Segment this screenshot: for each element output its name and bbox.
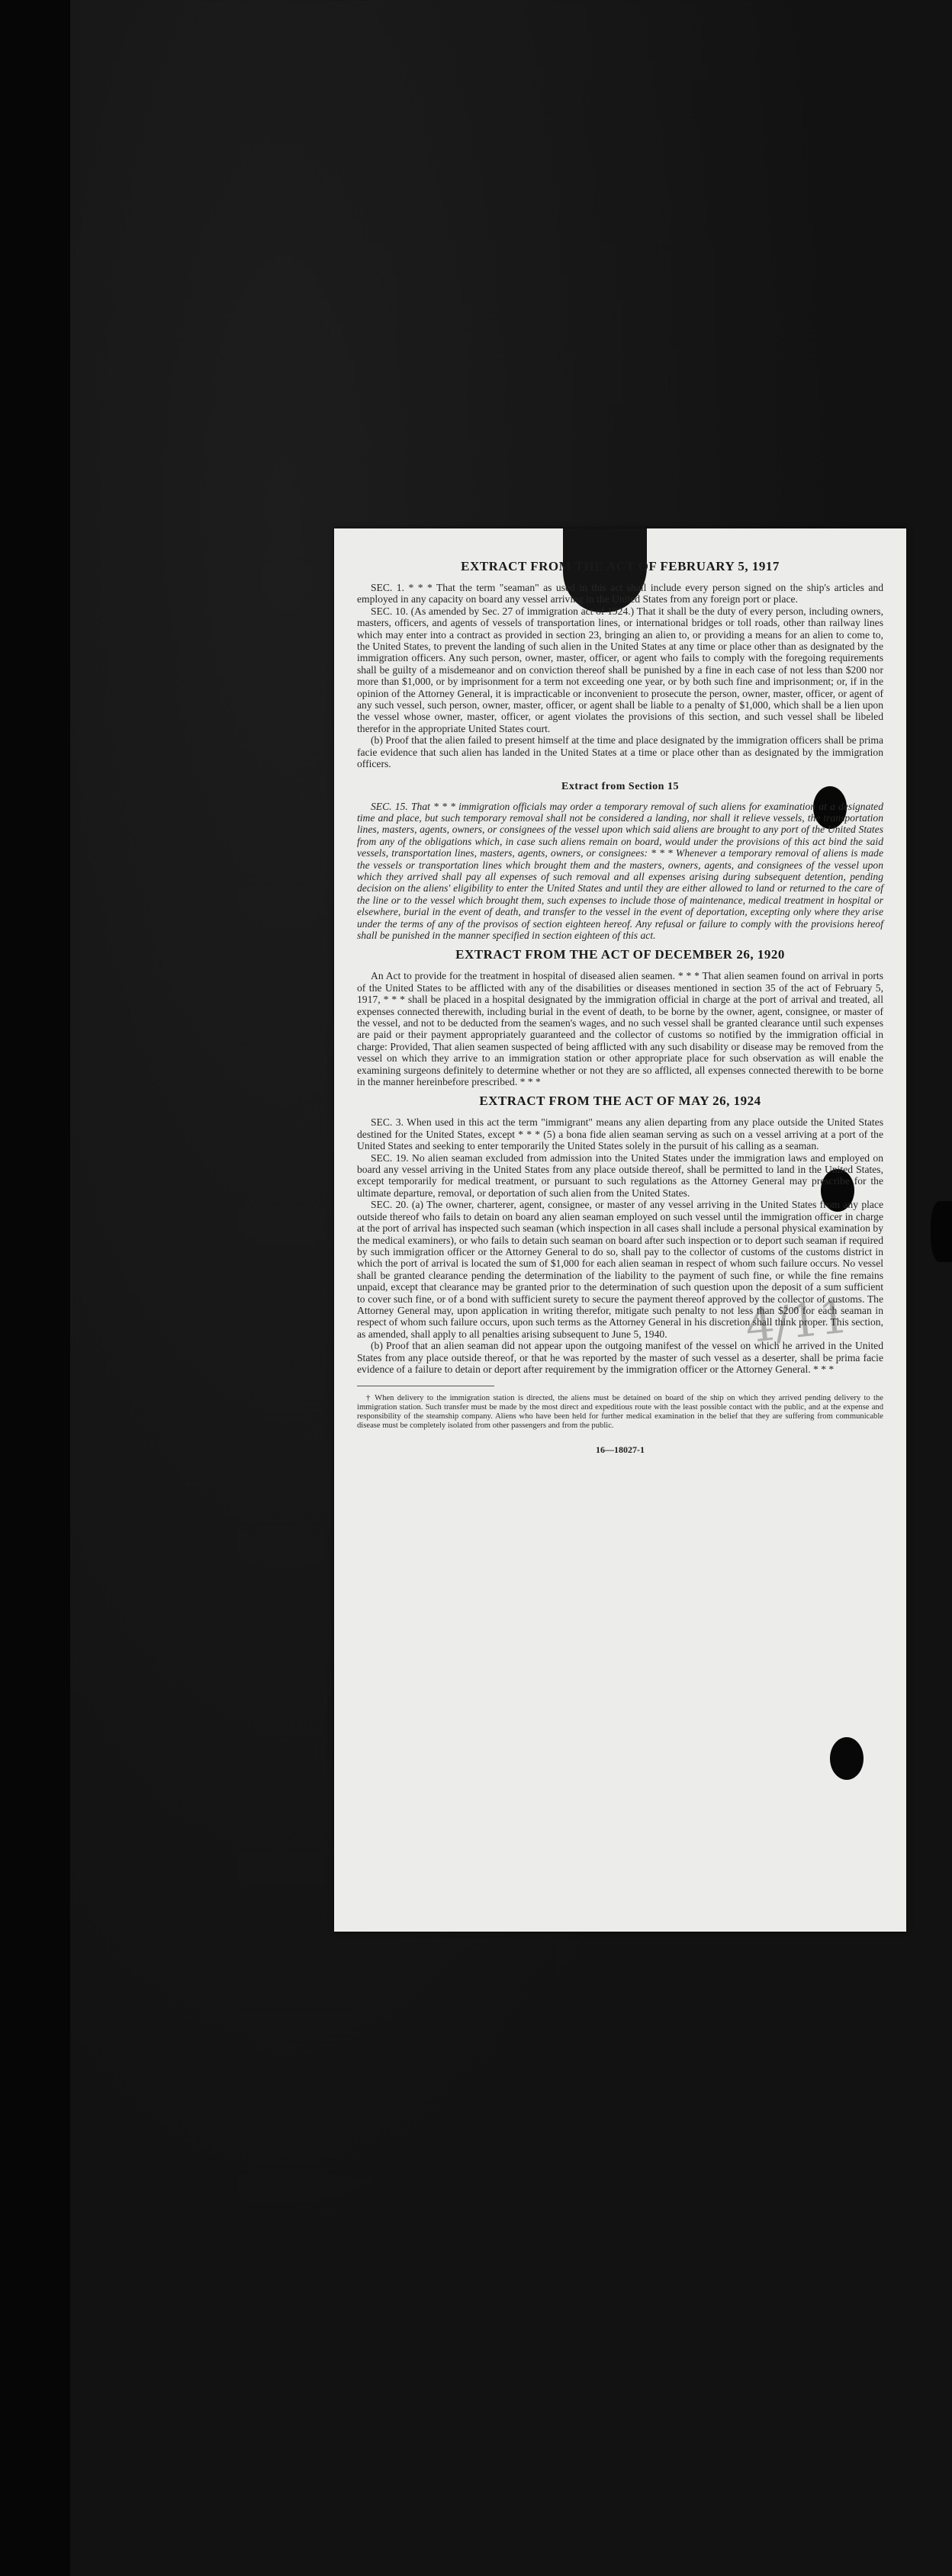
section-10: SEC. 10. (As amended by Sec. 27 of immigration act of 1924.) That it shall be the duty of every person, including owners, masters, officers, and agents of vessels of transportation lines, or international bridges or toll roads, other than railway lines which may enter into a contract as provided in section 23, bringing an alien to, or providing a means for an alien to come to, the United States, to prevent the landing of such alien in the United States at any time or place other than as designated by the immigration officers. Any such person, owner, master, officer, or agent who fails to comply with the foregoing requirements shall be guilty of a misdemeanor and on conviction thereof shall be punished by a fine in each case of not less than $200 nor more than $1,000, or by imprisonment for a term not exceeding one year, or by both such fine and imprisonment; or, if in the opinion of the Attorney General, it is impracticable or inconvenient to prosecute the person, owner, master, officer, or agent of any such vessel, such person, owner, master, officer, or agent shall be liable to a penalty of $1,000, which shall be a lien upon the vessel whose owner, master, officer, or agent violates the provisions of this section, and such vessel shall be libeled therefor in the appropriate United States court. (357, 605, 883, 734)
act-1920-text: An Act to provide for the treatment in hospital of diseased alien seamen. * * * That alien seamen found on arrival in ports of the United States to be afflicted with any of the disabilities or diseases mentioned in section 35 of the act of February 5, 1917, * * * shall be placed in a hospital designated by the immigration official in charge at the port of arrival and treated, all expenses connected therewith, including burial in the event of death, to be borne by the owner, agent, consignee, or master of the vessel, and not to be deducted from the seamen's wages, and no such vessel shall be granted clearance until such expenses are paid or their payment appropriately guaranteed and the collector of customs so notified by the immigration official in charge: Provided, That alien seamen suspected of being afflicted with any such disability or disease may be removed from the vessel on which they arrive to an immigration station or other appropriate place for such observation as will enable the examining surgeons definitely to determine whether or not they are so afflicted, all expenses connected therewith to be borne in the manner hereinbefore prescribed. * * * (357, 970, 883, 1088)
binder-clip (931, 1201, 952, 1262)
document-page (334, 528, 906, 1932)
heading-1924: EXTRACT FROM THE ACT OF MAY 26, 1924 (479, 1094, 761, 1109)
heading-1920: EXTRACT FROM THE ACT OF DECEMBER 26, 1920 (455, 947, 785, 962)
heading-1917: EXTRACT FROM THE ACT OF FEBRUARY 5, 1917 (461, 559, 780, 573)
section-15: SEC. 15. That * * * immigration officials may order a temporary removal of such aliens for examination at a designated time and place, but such temporary removal shall not be considered a landing, nor shall it relieve vessels, the transportation lines, masters, agents, owners, or consignees of the vessel upon which said aliens are brought to any port of the United States from any of the obligations which, in case such aliens remain on board, would under the provisions of this act bind the said vessels, transportation lines, masters, agents, owners, or consignees: * * * Whenever a temporary removal of aliens is made the vessels or transportation lines which brought them and the masters, owners, agents, and consignees of the vessel upon which they arrived shall pay all expenses of such removal and all expenses arising during subsequent detention, pending decision on the aliens' eligibility to enter the United States and until they are either allowed to land or returned to the care of the line or to the vessel which brought them, such expenses to include those of maintenance, medical treatment in hospital or elsewhere, burial in the event of death, and transfer to the vessel in the event of deportation, excepting only where they arise under the terms of any of the provisos of section eighteen hereof. Any refusal or failure to comply with the provisions hereof shall be punished in the manner specified in section eighteen of this act. (357, 800, 883, 941)
form-code: 16—18027-1 (596, 1444, 645, 1456)
section-20: SEC. 20. (a) The owner, charterer, agent, consignee, or master of any vessel arriving in the United States from any place outside thereof who fails to detain on board any alien seaman employed on such vessel until the immigration officer in charge at the port of arrival has inspected such seaman (which inspection in all cases shall include a personal physical examination by the medical examiners), or who fails to detain such seaman on board after such inspection or to deport such seaman if required by such immigration officer or the Attorney General to do so, shall pay to the collector of customs of the customs district in which the port of arrival is located the sum of $1,000 for each alien seaman in respect of whom such failure occurs. No vessel shall be granted clearance pending the determination of the liability to the payment of such fine, or while the fine remains unpaid, except that clearance may be granted prior to the determination of such question upon the deposit of a sum sufficient to cover such fine, or of a bond with sufficient surety to secure the payment thereof approved by the collector of customs. The Attorney General may, upon application in writing therefor, mitigate such penalty to not less than $200 for each seaman in respect of whom such failure occurs, upon such terms as the Attorney General in his discretion shall think proper. This section, as amended, shall apply to all penalties arising subsequent to June 5, 1940. (357, 1199, 883, 1340)
section-20b: (b) Proof that an alien seaman did not appear upon the outgoing manifest of the vessel on which he arrived in the United States from any place outside thereof, or that he was reported by the master of such vessel as a deserter, shall be prima facie evidence of a failure to detain or deport after requirement by the immigration officer or the Attorney General. * * * (357, 1340, 883, 1375)
section-19: SEC. 19. No alien seaman excluded from admission into the United States under the immigration laws and employed on board any vessel arriving in the United States from any place outside thereof, shall be permitted to land in the United States, except temporarily for medical treatment, or pursuant to such regulations as the Attorney General may prescribe for the ultimate departure, removal, or deportation of such alien from the United States. (357, 1151, 883, 1199)
footnote: † When delivery to the immigration station is directed, the aliens must be detained on board of the ship on which they arrived pending delivery to the immigration station. Such transfer must be made by the most direct and expeditious route with the least possible contact with the public, and at the expense and responsibility of the steamship company. Aliens who have been held for further medical examination in the belief that they are suffering from communicable disease must be completely isolated from other passengers and from the public. (357, 1394, 883, 1431)
section-1: SEC. 1. * * * That the term "seaman" as used in this act shall include every person signed on the ship's articles and employed in any capacity on board any vessel arriving in the United States from any foreign port or place. (357, 582, 883, 605)
punch-hole (830, 1737, 864, 1780)
section-10b: (b) Proof that the alien failed to present himself at the time and place designated by the immigration officers shall be prima facie evidence that such alien has landed in the United States at a time or place other than as designated by the immigration officers. (357, 734, 883, 770)
section-3: SEC. 3. When used in this act the term "immigrant" means any alien departing from any place outside the United States destined for the United States, except * * * (5) a bona fide alien seaman serving as such on a vessel arriving at a port of the United States and seeking to enter temporarily the United States solely in the pursuit of his calling as a seaman. (357, 1116, 883, 1152)
heading-section-15: Extract from Section 15 (561, 780, 679, 792)
document-body (357, 559, 883, 1456)
handwritten-stamp: 4/11 (742, 1290, 851, 1354)
film-edge (0, 0, 70, 2576)
